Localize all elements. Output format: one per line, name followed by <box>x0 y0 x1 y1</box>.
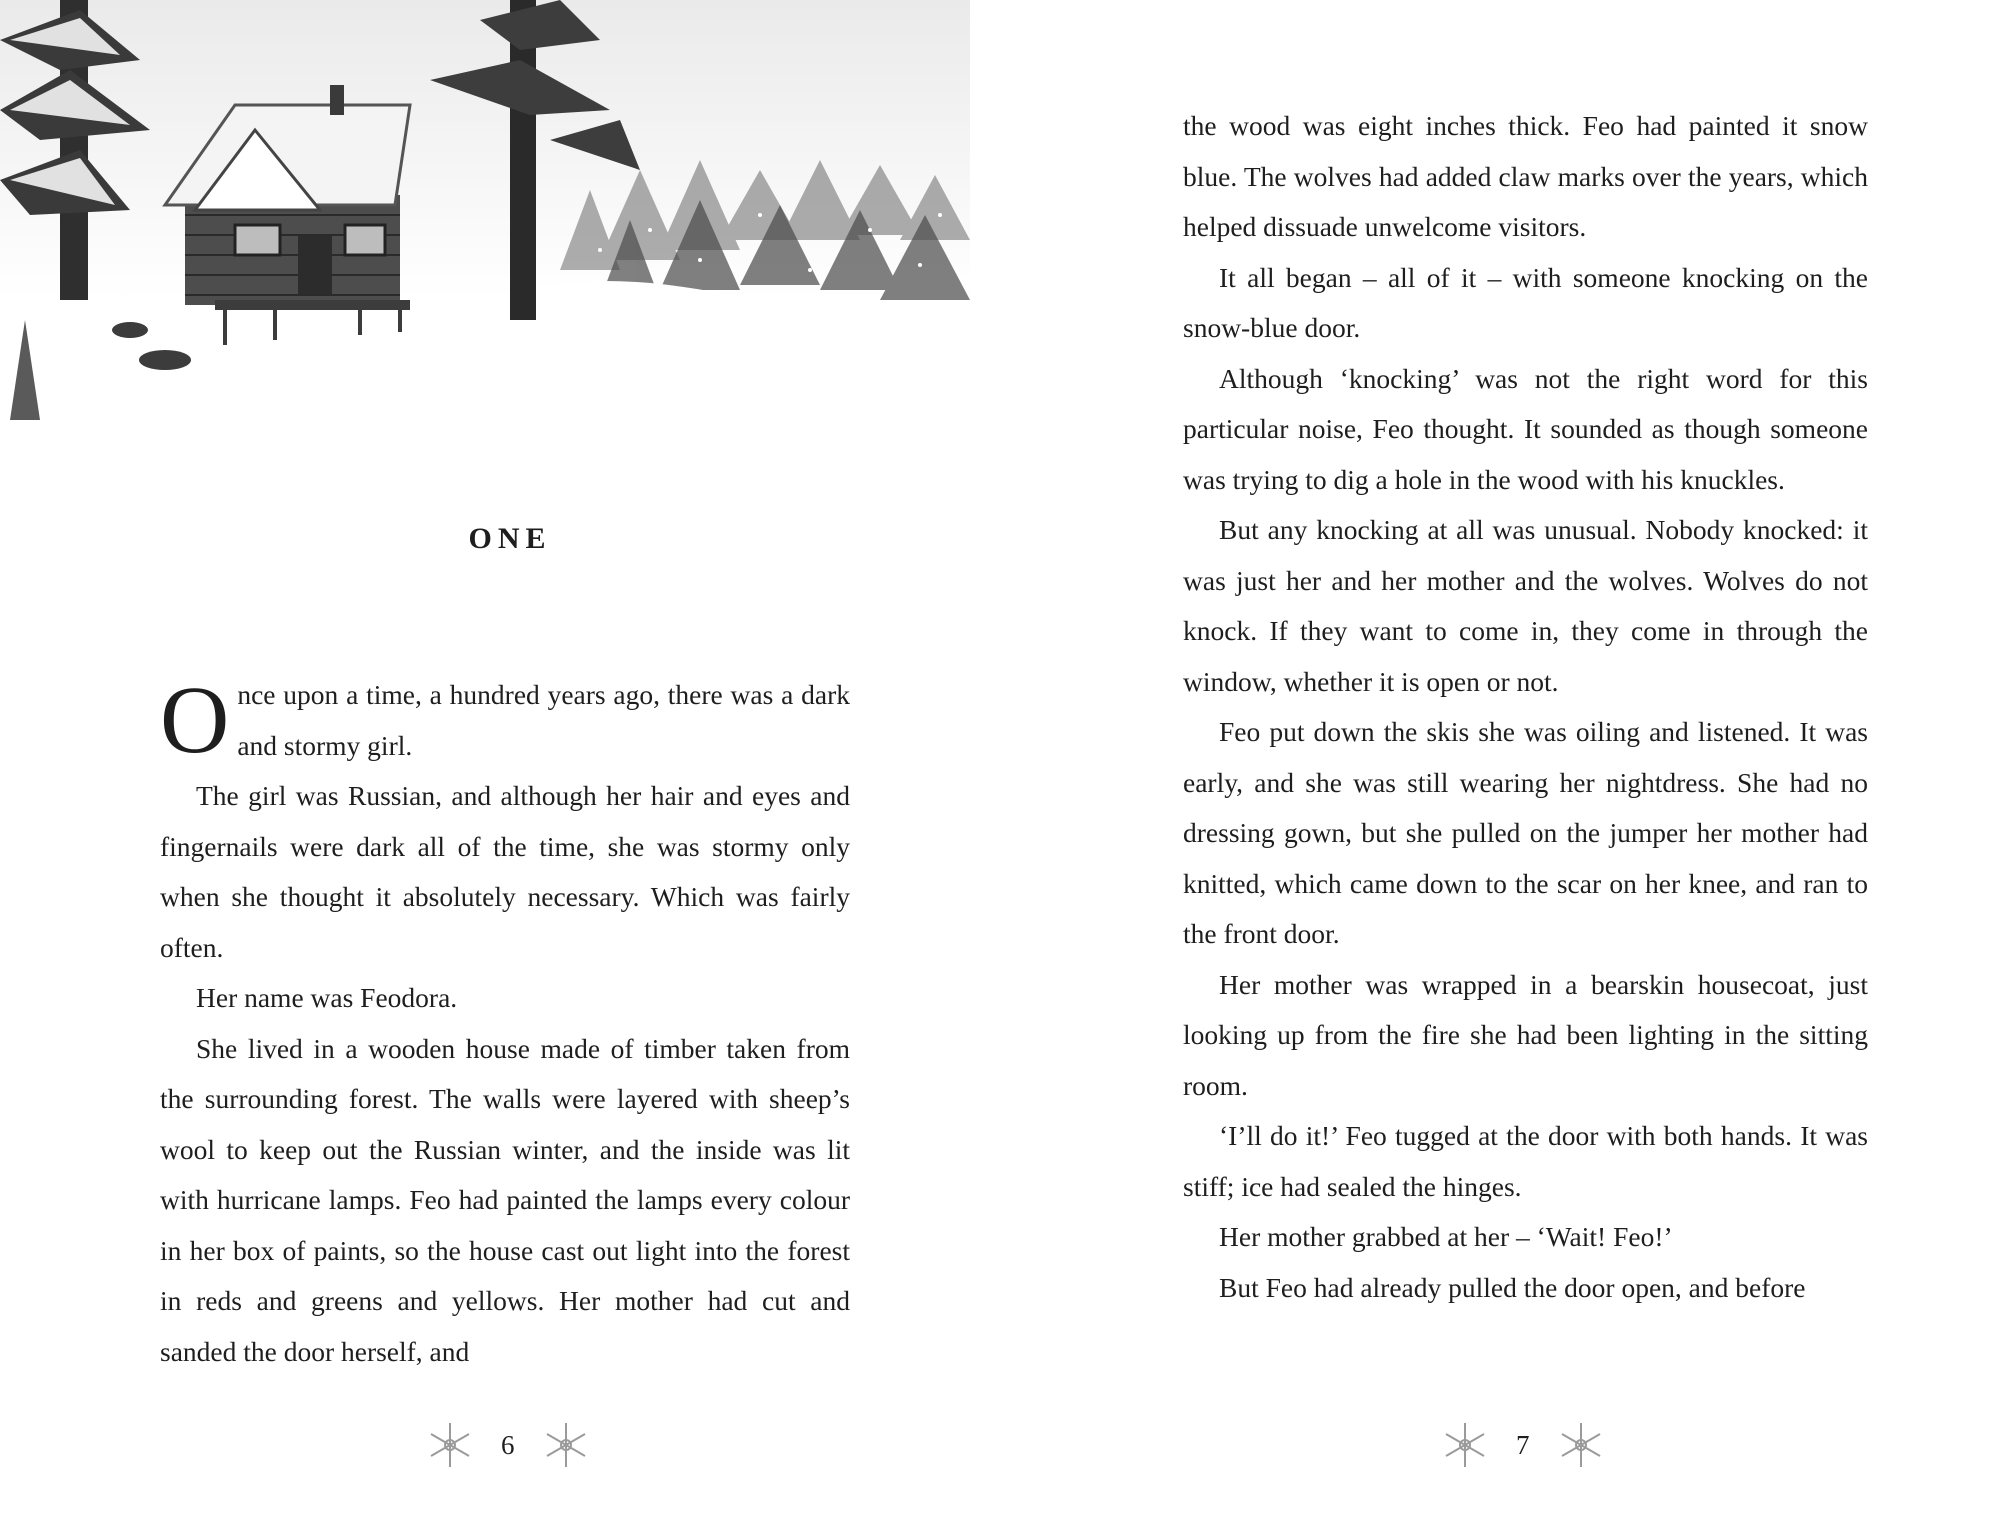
page-number: 7 <box>1516 1429 1530 1460</box>
paragraph: But Feo had already pulled the door open, and before <box>1219 1271 1806 1303</box>
drop-cap: O <box>160 666 230 773</box>
page-number: 6 <box>501 1429 515 1460</box>
paragraph: Feo put down the skis she was oiling and listened. It was early, and she was still wearing her nightdress. She had no dressing gown, but she pulled on the jumper her mother had knitted, which came down to the scar on her knee, and ran to the front door. <box>1183 716 1868 949</box>
snowflake-icon <box>1556 1420 1606 1470</box>
paragraph-text: nce upon a time, a hundred years ago, there was a dark and stormy girl. <box>237 679 850 761</box>
paragraph: But any knocking at all was unusual. Nobody knocked: it was just her and her mother and the wolves. Wolves do not knock. If they want to come in, they come in through the window, whether it is open or not. <box>1183 514 1868 697</box>
snowflake-icon <box>1440 1420 1490 1470</box>
paragraph: Her name was Feodora. <box>196 982 458 1013</box>
snowflake-icon <box>425 1420 475 1470</box>
right-body-text <box>1183 101 1868 1313</box>
paragraph: Although ‘knocking’ was not the right word for this particular noise, Feo thought. It sounded as though someone was trying to dig a hole in the wood with his knuckles. <box>1183 362 1868 495</box>
paragraph <box>160 666 850 773</box>
paragraph: It all began – all of it – with someone knocking on the snow-blue door. <box>1183 261 1868 343</box>
paragraph: ‘I’ll do it!’ Feo tugged at the door with both hands. It was stiff; ice had sealed the hinges. <box>1183 1120 1868 1202</box>
right-page <box>1000 0 2000 1532</box>
snowflake-icon <box>541 1420 591 1470</box>
page-footer <box>425 1415 591 1475</box>
snowy-cabin-forest-illustration <box>0 0 970 420</box>
paragraph: She lived in a wooden house made of timber taken from the surrounding forest. The walls were layered with sheep’s wool to keep out the Russian winter, and the inside was lit with hurricane lamps. Feo had painted the lamps every colour in her box of paints, so the house cast out light into the forest in reds and greens and yellows. Her mother had cut and sanded the door herself, and <box>160 1032 850 1367</box>
left-page <box>0 0 980 1532</box>
paragraph: Her mother grabbed at her – ‘Wait! Feo!’ <box>1219 1221 1673 1252</box>
chapter-title: ONE <box>468 522 552 555</box>
paragraph: Her mother was wrapped in a bearskin housecoat, just looking up from the fire she had been lighting in the sitting room. <box>1183 968 1868 1101</box>
paragraph: the wood was eight inches thick. Feo had painted it snow blue. The wolves had added claw marks over the years, which helped dissuade unwelcome visitors. <box>1183 110 1868 242</box>
left-body-text <box>160 666 850 1377</box>
paragraph: The girl was Russian, and although her hair and eyes and fingernails were dark all of the time, she was stormy only when she thought it absolutely necessary. Which was fairly often. <box>160 780 850 963</box>
page-footer <box>1440 1415 1606 1475</box>
